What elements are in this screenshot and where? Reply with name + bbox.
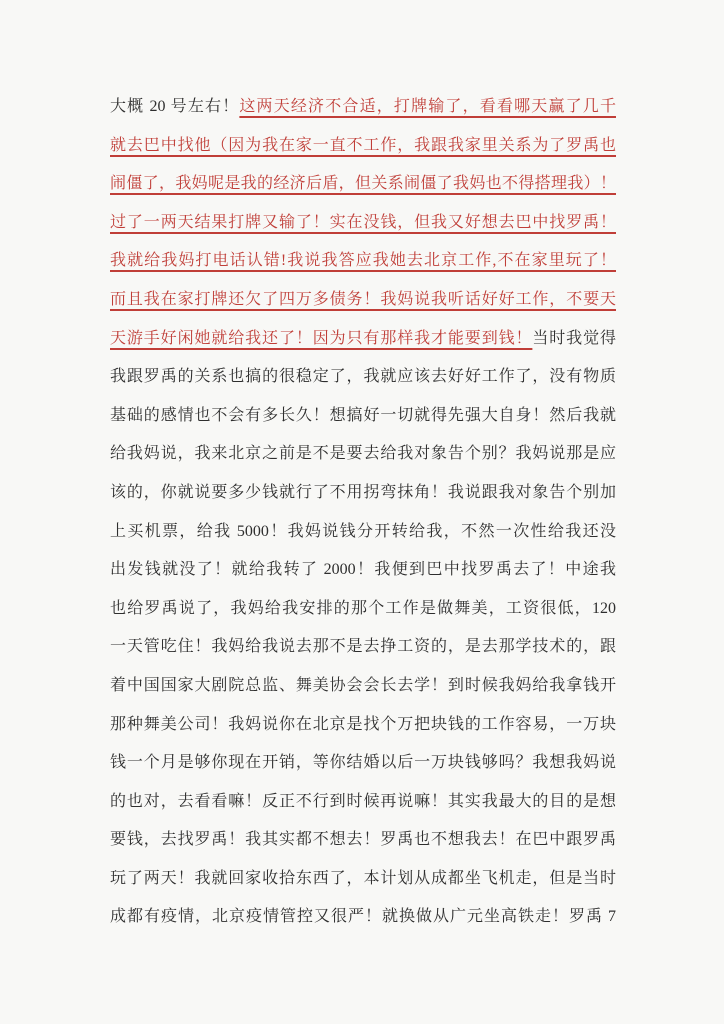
text-line: [110, 821, 616, 860]
text-segment: 大概 20 号左右！: [110, 98, 240, 115]
highlighted-text-segment: 闹僵了，我妈呢是我的经济后盾，但关系闹僵了我妈也不得搭理我）！: [110, 175, 616, 193]
text-line: [110, 513, 616, 552]
text-line: [110, 706, 616, 745]
text-line: [110, 320, 616, 359]
text-line: [110, 435, 616, 474]
text-segment: 一天管吃住！我妈给我说去那不是去挣工资的，是去那学技术的，跟: [110, 638, 616, 656]
text-line: [110, 551, 616, 590]
text-segment: 基础的感情也不会有多长久！想搞好一切就得先强大自身！然后我就: [110, 406, 616, 424]
text-block: [110, 88, 616, 937]
text-line: [110, 281, 616, 320]
text-line: [110, 242, 616, 281]
highlighted-text-segment: 就去巴中找他（因为我在家一直不工作，我跟我家里关系为了罗禹也: [110, 136, 616, 154]
text-line: [110, 860, 616, 899]
text-segment: 该的，你就说要多少钱就行了不用拐弯抹角！我说跟我对象告个别加: [110, 483, 616, 501]
text-segment: 上买机票，给我 5000！我妈说钱分开转给我，不然一次性给我还没: [110, 522, 616, 540]
text-segment: 当时我觉得: [532, 329, 616, 347]
text-line: [110, 590, 616, 629]
text-line: [110, 88, 616, 127]
text-line: [110, 628, 616, 667]
text-line: [110, 204, 616, 243]
text-segment: 的也对，去看看嘛！反正不行到时候再说嘛！其实我最大的目的是想: [110, 792, 616, 810]
text-segment: 我跟罗禹的关系也搞的很稳定了，我就应该去好好工作了，没有物质: [110, 368, 616, 386]
text-segment: 要钱，去找罗禹！我其实都不想去！罗禹也不想我去！在巴中跟罗禹: [110, 831, 616, 849]
text-line: [110, 358, 616, 397]
highlighted-text-segment: 过了一两天结果打牌又输了！实在没钱，但我又好想去巴中找罗禹！: [110, 213, 616, 231]
text-segment: 也给罗禹说了，我妈给我安排的那个工作是做舞美，工资很低，120: [110, 599, 616, 617]
text-segment: 玩了两天！我就回家收拾东西了，本计划从成都坐飞机走，但是当时: [110, 869, 616, 887]
text-line: [110, 397, 616, 436]
text-segment: 钱一个月是够你现在开销，等你结婚以后一万块钱够吗？我想我妈说: [110, 754, 616, 772]
highlighted-text-segment: 而且我在家打牌还欠了四万多债务！我妈说我听话好好工作，不要天: [110, 290, 616, 308]
text-segment: 成都有疫情，北京疫情管控又很严！就换做从广元坐高铁走！罗禹 7: [110, 908, 616, 926]
text-line: [110, 165, 616, 204]
text-segment: 出发钱就没了！就给我转了 2000！我便到巴中找罗禹去了！中途我: [110, 561, 616, 579]
text-line: [110, 127, 616, 166]
text-line: [110, 744, 616, 783]
text-line: [110, 783, 616, 822]
highlighted-text-segment: 天游手好闲她就给我还了！因为只有那样我才能要到钱！: [110, 329, 533, 347]
highlighted-text-segment: 这两天经济不合适，打牌输了，看看哪天赢了几千: [239, 98, 616, 115]
text-line: [110, 898, 616, 937]
text-segment: 给我妈说，我来北京之前是不是要去给我对象告个别？我妈说那是应: [110, 445, 616, 463]
text-line: [110, 667, 616, 706]
text-line: [110, 474, 616, 513]
highlighted-text-segment: 我就给我妈打电话认错!我说我答应我她去北京工作,不在家里玩了！: [110, 252, 616, 270]
text-segment: 着中国国家大剧院总监、舞美协会会长去学！到时候我妈给我拿钱开: [110, 676, 616, 694]
text-segment: 那种舞美公司！我妈说你在北京是找个万把块钱的工作容易，一万块: [110, 715, 616, 733]
